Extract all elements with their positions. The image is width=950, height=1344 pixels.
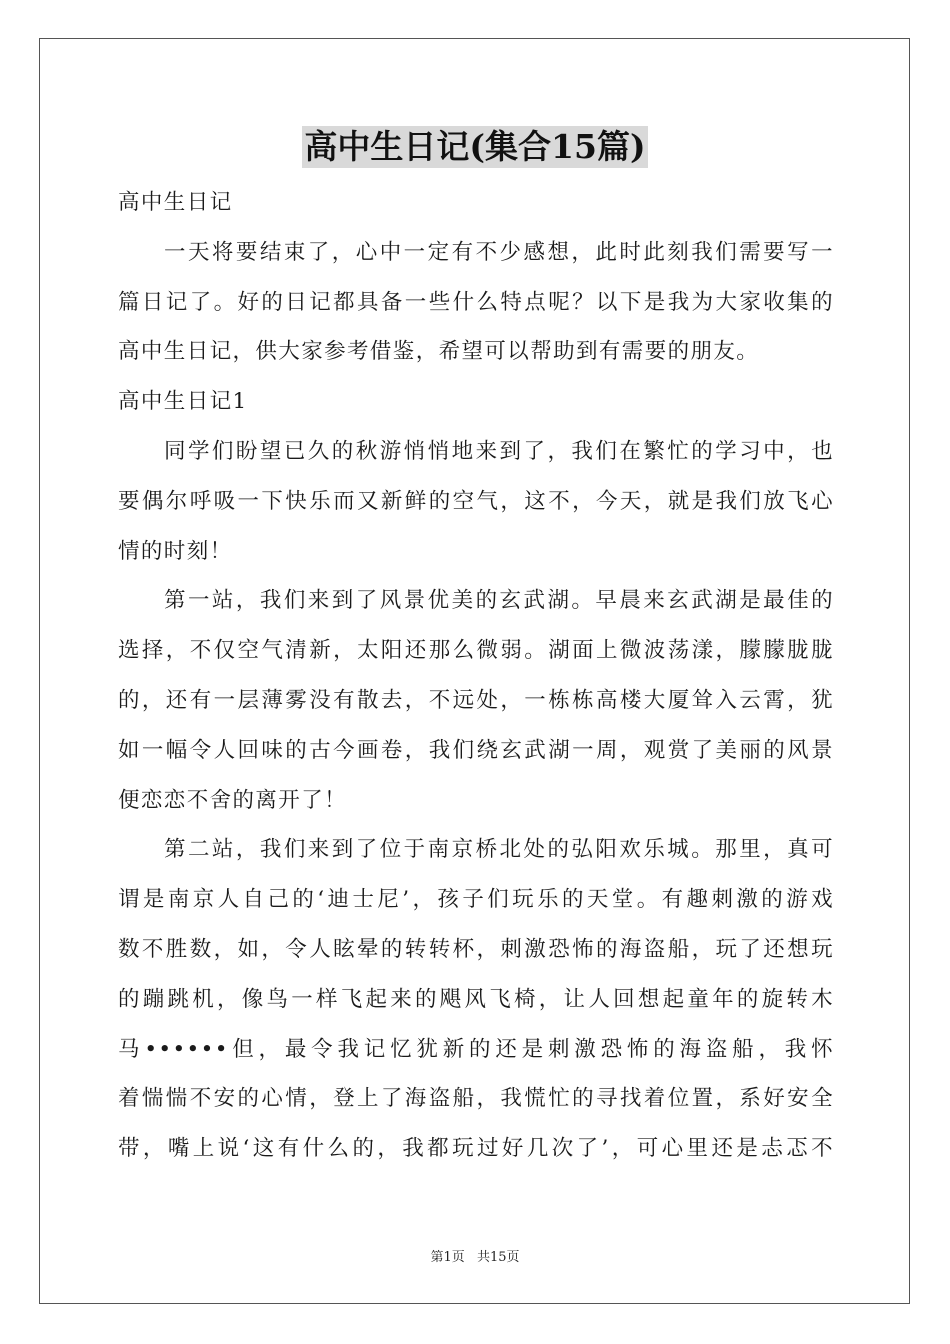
text-line: 要偶尔呼吸一下快乐而又新鲜的空气，这不，今天，就是我们放飞心 (118, 488, 834, 514)
text-line: 选择，不仅空气清新，太阳还那么微弱。湖面上微波荡漾，朦朦胧胧 (118, 638, 834, 664)
text-line: 同学们盼望已久的秋游悄悄地来到了，我们在繁忙的学习中，也 (164, 438, 834, 464)
page-footer (0, 1246, 950, 1265)
page-number: 第1页 (430, 1250, 465, 1265)
text-line: 着惴惴不安的心情，登上了海盗船，我慌忙的寻找着位置，系好安全 (118, 1086, 834, 1112)
text-line: 如一幅令人回味的古今画卷，我们绕玄武湖一周，观赏了美丽的风景 (118, 737, 834, 763)
text-line: 高中生日记 (118, 190, 233, 215)
text-line: 带，嘴上说‘这有什么的，我都玩过好几次了’，可心里还是忐忑不 (118, 1136, 834, 1162)
text-line: 马••••••但，最令我记忆犹新的还是刺激恐怖的海盗船，我怀 (118, 1036, 834, 1062)
text-line: 数不胜数，如，令人眩晕的转转杯，刺激恐怖的海盗船，玩了还想玩 (118, 936, 834, 962)
title-container (0, 126, 950, 168)
text-line: 情的时刻！ (118, 538, 233, 564)
text-line: 篇日记了。好的日记都具备一些什么特点呢？以下是我为大家收集的 (118, 289, 834, 315)
text-line: 第二站，我们来到了位于南京桥北处的弘阳欢乐城。那里，真可 (164, 837, 834, 863)
text-line: 一天将要结束了，心中一定有不少感想，此时此刻我们需要写一 (164, 239, 834, 265)
text-line: 的蹦跳机，像鸟一样飞起来的飓风飞椅，让人回想起童年的旋转木 (118, 986, 834, 1012)
text-line: 高中生日记，供大家参考借鉴，希望可以帮助到有需要的朋友。 (118, 339, 760, 365)
text-line: 的，还有一层薄雾没有散去，不远处，一栋栋高楼大厦耸入云霄，犹 (118, 687, 834, 713)
text-line: 便恋恋不舍的离开了！ (118, 787, 348, 813)
text-line: 高中生日记1 (118, 389, 248, 415)
text-line: 第一站，我们来到了风景优美的玄武湖。早晨来玄武湖是最佳的 (164, 588, 834, 614)
text-line: 谓是南京人自己的‘迪士尼’，孩子们玩乐的天堂。有趣刺激的游戏 (118, 887, 834, 913)
page-total: 共15页 (476, 1250, 520, 1265)
document-body (118, 178, 834, 1174)
document-title: 高中生日记(集合15篇) (304, 127, 646, 166)
